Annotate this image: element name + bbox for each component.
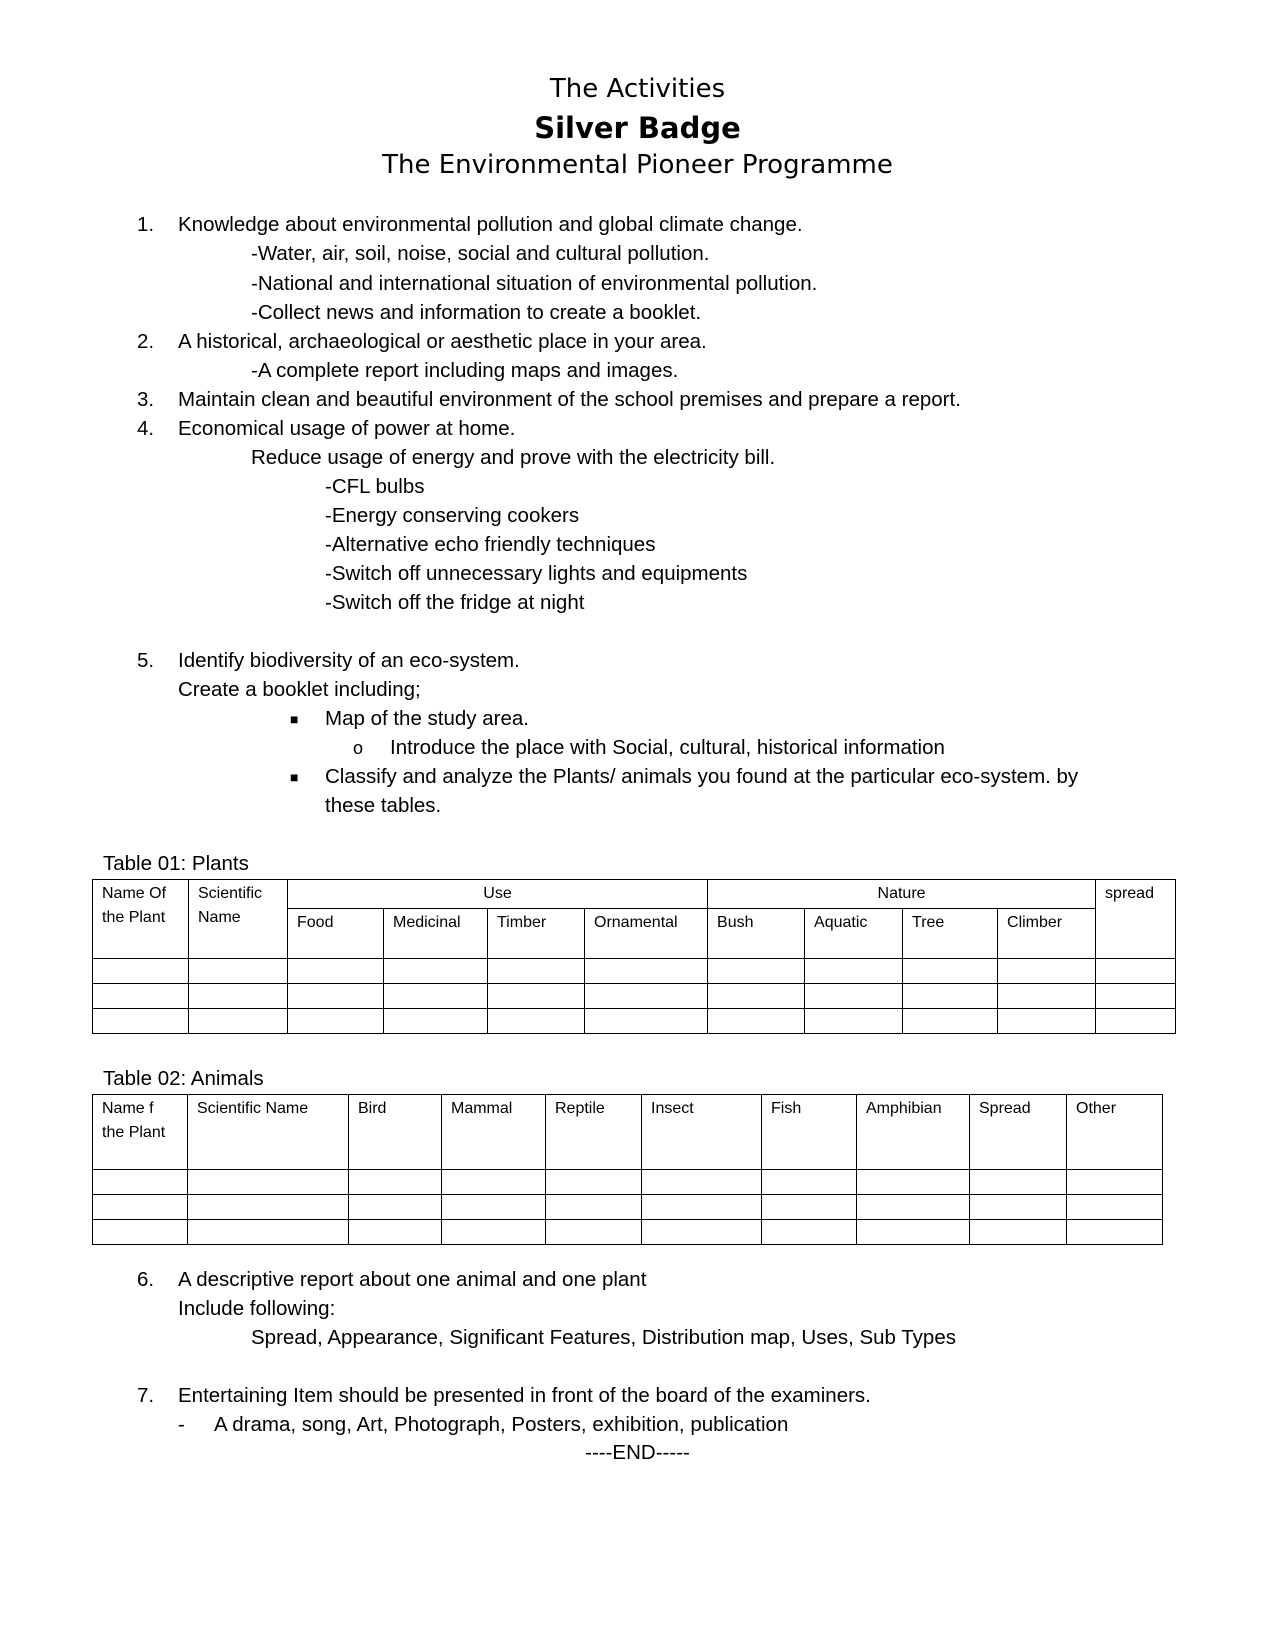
sub-item: -Alternative echo friendly techniques bbox=[325, 533, 656, 556]
item-text: Knowledge about environmental pollution and global climate change. bbox=[178, 213, 803, 236]
item-number: 3. bbox=[137, 388, 155, 411]
header-cell: Food bbox=[288, 909, 384, 959]
table-row bbox=[93, 1009, 1176, 1034]
header-cell: Other bbox=[1067, 1095, 1163, 1170]
sub-item: -Collect news and information to create a booklet. bbox=[251, 301, 702, 324]
item-number: 5. bbox=[137, 649, 155, 672]
item-intro: Create a booklet including; bbox=[178, 678, 421, 701]
header-cell: Amphibian bbox=[857, 1095, 970, 1170]
sub-item: -CFL bulbs bbox=[325, 475, 425, 498]
item-text: Identify biodiversity of an eco-system. bbox=[178, 649, 520, 672]
circle-bullet-icon: o bbox=[353, 738, 364, 758]
sub-item: -A complete report including maps and images. bbox=[251, 359, 679, 382]
header-cell: Scientific Name bbox=[188, 1095, 349, 1170]
item-intro: Reduce usage of energy and prove with the electricity bill. bbox=[251, 446, 776, 469]
bullet-text: Map of the study area. bbox=[325, 707, 529, 730]
header-cell: Tree bbox=[903, 909, 998, 959]
sub-bullet-text: Introduce the place with Social, cultural, historical information bbox=[390, 736, 945, 759]
header-cell: Medicinal bbox=[384, 909, 488, 959]
header-cell: Climber bbox=[998, 909, 1096, 959]
bullet-text-continued: these tables. bbox=[325, 794, 442, 817]
header-cell: Ornamental bbox=[585, 909, 708, 959]
item-text: A historical, archaeological or aesthetic place in your area. bbox=[178, 330, 707, 353]
header-cell: Aquatic bbox=[805, 909, 903, 959]
table-row bbox=[93, 1220, 1163, 1245]
item-text: Entertaining Item should be presented in front of the board of the examiners. bbox=[178, 1384, 871, 1407]
item-number: 6. bbox=[137, 1268, 155, 1291]
header-cell: Bird bbox=[349, 1095, 442, 1170]
table-row bbox=[93, 1170, 1163, 1195]
sub-item: -Energy conserving cookers bbox=[325, 504, 580, 527]
square-bullet-icon: ■ bbox=[290, 769, 299, 785]
document-heading: The Activities bbox=[549, 74, 726, 104]
header-cell: Name f the Plant bbox=[93, 1095, 188, 1170]
sub-item: -Switch off the fridge at night bbox=[325, 591, 585, 614]
table-caption: Table 01: Plants bbox=[103, 852, 249, 875]
dash-marker: - bbox=[178, 1413, 185, 1436]
item-text: Economical usage of power at home. bbox=[178, 417, 516, 440]
header-cell: Timber bbox=[488, 909, 585, 959]
header-cell: Bush bbox=[708, 909, 805, 959]
item-intro: Include following: bbox=[178, 1297, 336, 1320]
plants-table bbox=[92, 879, 1176, 1034]
table-row bbox=[93, 1195, 1163, 1220]
badge-title: Silver Badge bbox=[534, 111, 741, 145]
item-number: 1. bbox=[137, 213, 155, 236]
item-details: Spread, Appearance, Significant Features, Distribution map, Uses, Sub Types bbox=[251, 1326, 956, 1349]
item-number: 2. bbox=[137, 330, 155, 353]
programme-title: The Environmental Pioneer Programme bbox=[382, 150, 893, 180]
square-bullet-icon: ■ bbox=[290, 711, 299, 727]
header-cell: Reptile bbox=[546, 1095, 642, 1170]
table-caption: Table 02: Animals bbox=[103, 1067, 264, 1090]
header-cell: spread bbox=[1096, 880, 1176, 959]
animals-table bbox=[92, 1094, 1163, 1245]
sub-item: -Switch off unnecessary lights and equipments bbox=[325, 562, 748, 585]
sub-item: -National and international situation of environmental pollution. bbox=[251, 272, 818, 295]
header-cell: Mammal bbox=[442, 1095, 546, 1170]
header-cell: Scientific Name bbox=[189, 880, 288, 959]
header-cell: Spread bbox=[970, 1095, 1067, 1170]
header-cell: Name Of the Plant bbox=[93, 880, 189, 959]
table-row bbox=[93, 959, 1176, 984]
header-group-cell: Use bbox=[288, 880, 708, 909]
item-number: 7. bbox=[137, 1384, 155, 1407]
sub-item: -Water, air, soil, noise, social and cultural pollution. bbox=[251, 242, 710, 265]
item-text: Maintain clean and beautiful environment of the school premises and prepare a report. bbox=[178, 388, 961, 411]
end-marker: ----END----- bbox=[585, 1441, 690, 1464]
header-group-cell: Nature bbox=[708, 880, 1096, 909]
item-details: A drama, song, Art, Photograph, Posters, exhibition, publication bbox=[214, 1413, 789, 1436]
table-row bbox=[93, 984, 1176, 1009]
item-number: 4. bbox=[137, 417, 155, 440]
item-text: A descriptive report about one animal and one plant bbox=[178, 1268, 647, 1291]
header-cell: Fish bbox=[762, 1095, 857, 1170]
bullet-text: Classify and analyze the Plants/ animals you found at the particular eco-system. by bbox=[325, 765, 1079, 788]
header-cell: Insect bbox=[642, 1095, 762, 1170]
